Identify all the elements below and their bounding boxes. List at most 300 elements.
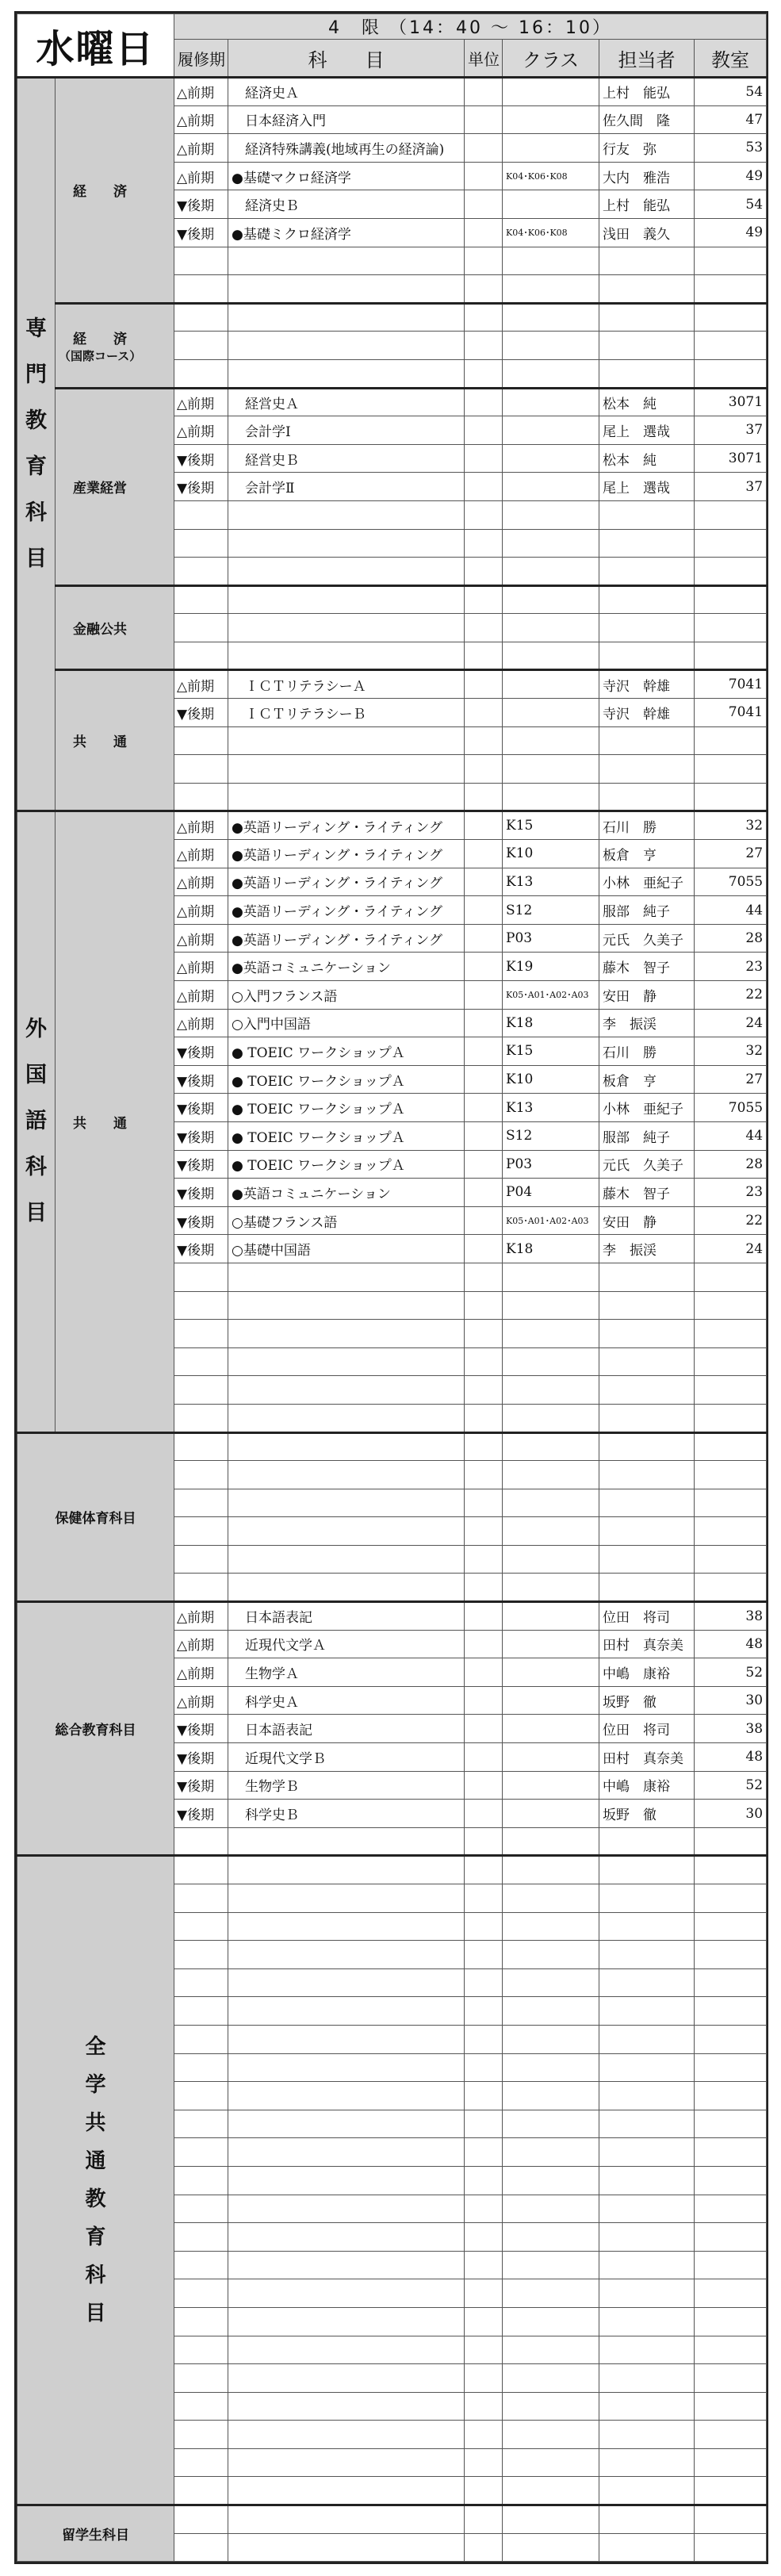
- teacher-cell: [599, 2053, 695, 2082]
- term-cell: [174, 783, 228, 811]
- term-cell: △前期: [174, 840, 228, 868]
- section-kyotsu2-label: 共 通: [73, 1115, 127, 1132]
- credit-cell: [465, 1150, 503, 1179]
- class-cell: [503, 1771, 599, 1800]
- period-title: 4 限 （14：40 ～ 16：10）: [174, 14, 767, 40]
- term-cell: △前期: [174, 981, 228, 1010]
- term-cell: [174, 2421, 228, 2449]
- term-cell: [174, 2223, 228, 2252]
- class-cell: [503, 359, 599, 388]
- subject-cell: [228, 1856, 465, 1884]
- room-cell: [695, 2533, 767, 2562]
- term-cell: ▼後期: [174, 218, 228, 247]
- subject-cell: 日本経済入門: [228, 105, 465, 134]
- room-cell: 49: [695, 162, 767, 190]
- subject-cell: [228, 2082, 465, 2110]
- subject-cell: ● TOEIC ワークショップＡ: [228, 1150, 465, 1179]
- credit-cell: [465, 2307, 503, 2336]
- room-cell: 30: [695, 1800, 767, 1828]
- credit-cell: [465, 359, 503, 388]
- room-cell: [695, 2053, 767, 2082]
- teacher-cell: [599, 1941, 695, 1969]
- room-cell: 54: [695, 78, 767, 106]
- subject-cell: [228, 1884, 465, 1913]
- table-row: [17, 585, 767, 614]
- credit-cell: [465, 162, 503, 190]
- credit-cell: [465, 190, 503, 219]
- class-cell: [503, 1715, 599, 1743]
- subject-cell: ●英語リーディング・ライティング: [228, 896, 465, 925]
- teacher-cell: 安田 静: [599, 981, 695, 1010]
- class-cell: [503, 1291, 599, 1320]
- room-cell: [695, 1884, 767, 1913]
- teacher-cell: [599, 2279, 695, 2308]
- section-kinyu-label: 金融公共: [73, 622, 127, 638]
- section-sangyo-label: 産業経営: [73, 481, 127, 497]
- teacher-cell: [599, 1545, 695, 1574]
- credit-cell: [465, 2505, 503, 2534]
- credit-cell: [465, 924, 503, 953]
- credit-cell: [465, 1489, 503, 1517]
- room-cell: [695, 2448, 767, 2477]
- teacher-cell: [599, 783, 695, 811]
- subject-cell: [228, 558, 465, 586]
- term-cell: [174, 1545, 228, 1574]
- subject-cell: [228, 1517, 465, 1546]
- teacher-cell: [599, 1856, 695, 1884]
- class-cell: [503, 190, 599, 219]
- class-cell: [503, 2307, 599, 2336]
- subject-cell: [228, 2138, 465, 2167]
- class-cell: [503, 1320, 599, 1348]
- room-cell: 7041: [695, 670, 767, 699]
- room-cell: [695, 2223, 767, 2252]
- teacher-cell: 石川 勝: [599, 1037, 695, 1066]
- class-cell: [503, 444, 599, 473]
- section-kyotsu1: [56, 670, 174, 811]
- subject-cell: [228, 2364, 465, 2393]
- credit-cell: [465, 500, 503, 529]
- class-cell: [503, 2082, 599, 2110]
- subject-cell: [228, 1545, 465, 1574]
- room-cell: 22: [695, 1206, 767, 1235]
- teacher-cell: [599, 1347, 695, 1376]
- subject-cell: [228, 1320, 465, 1348]
- subject-cell: [228, 2448, 465, 2477]
- class-cell: [503, 1968, 599, 1997]
- room-cell: 27: [695, 840, 767, 868]
- term-cell: [174, 247, 228, 275]
- teacher-cell: 安田 静: [599, 1206, 695, 1235]
- term-cell: [174, 585, 228, 614]
- class-cell: [503, 1489, 599, 1517]
- credit-cell: [465, 2251, 503, 2279]
- class-cell: [503, 1827, 599, 1856]
- class-cell: [503, 247, 599, 275]
- room-cell: [695, 2364, 767, 2393]
- term-cell: [174, 2025, 228, 2053]
- term-cell: ▼後期: [174, 1743, 228, 1772]
- teacher-cell: 元氏 久美子: [599, 1150, 695, 1179]
- term-cell: [174, 2251, 228, 2279]
- teacher-cell: 寺沢 幹雄: [599, 699, 695, 727]
- credit-cell: [465, 783, 503, 811]
- subject-cell: [228, 1997, 465, 2026]
- section-keizai-kokusai-sublabel: （国際コース）: [59, 348, 142, 363]
- room-cell: 48: [695, 1630, 767, 1658]
- room-cell: [695, 500, 767, 529]
- credit-cell: [465, 1602, 503, 1631]
- term-cell: [174, 303, 228, 332]
- subject-cell: [228, 2166, 465, 2195]
- credit-cell: [465, 1065, 503, 1094]
- credit-cell: [465, 529, 503, 558]
- room-cell: [695, 1545, 767, 1574]
- subject-cell: 経済史Ａ: [228, 78, 465, 106]
- room-cell: [695, 2505, 767, 2534]
- class-cell: [503, 1856, 599, 1884]
- room-cell: 24: [695, 1235, 767, 1263]
- credit-cell: [465, 1404, 503, 1432]
- subject-cell: [228, 1347, 465, 1376]
- teacher-cell: 石川 勝: [599, 811, 695, 840]
- teacher-cell: 位田 将司: [599, 1715, 695, 1743]
- credit-cell: [465, 78, 503, 106]
- teacher-cell: [599, 1291, 695, 1320]
- credit-cell: [465, 811, 503, 840]
- teacher-cell: [599, 1827, 695, 1856]
- table-row: [17, 1856, 767, 1884]
- teacher-cell: [599, 529, 695, 558]
- teacher-cell: 板倉 亨: [599, 1065, 695, 1094]
- credit-cell: [465, 981, 503, 1010]
- class-cell: [503, 473, 599, 501]
- class-cell: [503, 2251, 599, 2279]
- room-cell: 7055: [695, 868, 767, 896]
- term-cell: ▼後期: [174, 1179, 228, 1207]
- teacher-cell: [599, 303, 695, 332]
- subject-cell: [228, 2336, 465, 2364]
- credit-cell: [465, 755, 503, 784]
- class-cell: [503, 2533, 599, 2562]
- subject-cell: ● TOEIC ワークショップＡ: [228, 1037, 465, 1066]
- term-cell: [174, 614, 228, 642]
- subject-cell: [228, 2195, 465, 2223]
- credit-cell: [465, 1037, 503, 1066]
- credit-cell: [465, 2477, 503, 2505]
- room-cell: [695, 2336, 767, 2364]
- room-cell: [695, 2110, 767, 2138]
- term-cell: [174, 1489, 228, 1517]
- subject-cell: [228, 642, 465, 670]
- subject-cell: [228, 755, 465, 784]
- room-cell: [695, 1517, 767, 1546]
- credit-cell: [465, 1997, 503, 2026]
- term-cell: ▼後期: [174, 1206, 228, 1235]
- credit-cell: [465, 2025, 503, 2053]
- subject-cell: ＩＣＴリテラシーＢ: [228, 699, 465, 727]
- teacher-cell: 松本 純: [599, 444, 695, 473]
- room-cell: [695, 1404, 767, 1432]
- room-cell: [695, 2138, 767, 2167]
- section-hoken: [17, 1432, 174, 1602]
- subject-cell: 生物学Ａ: [228, 1658, 465, 1687]
- col-credit: 単位: [465, 40, 503, 78]
- class-cell: [503, 1461, 599, 1489]
- term-cell: △前期: [174, 162, 228, 190]
- subject-cell: ●英語リーディング・ライティング: [228, 840, 465, 868]
- section-sangyo: [56, 388, 174, 585]
- room-cell: [695, 1941, 767, 1969]
- teacher-cell: [599, 1320, 695, 1348]
- term-cell: △前期: [174, 105, 228, 134]
- room-cell: [695, 1912, 767, 1941]
- class-cell: S12: [503, 1121, 599, 1150]
- credit-cell: [465, 388, 503, 416]
- term-cell: [174, 1320, 228, 1348]
- class-cell: [503, 105, 599, 134]
- term-cell: [174, 1884, 228, 1913]
- teacher-cell: [599, 1884, 695, 1913]
- room-cell: 47: [695, 105, 767, 134]
- credit-cell: [465, 2138, 503, 2167]
- term-cell: △前期: [174, 924, 228, 953]
- term-cell: [174, 332, 228, 360]
- credit-cell: [465, 2364, 503, 2393]
- term-cell: [174, 1912, 228, 1941]
- credit-cell: [465, 2336, 503, 2364]
- class-cell: [503, 1545, 599, 1574]
- class-cell: [503, 755, 599, 784]
- subject-cell: ○基礎フランス語: [228, 1206, 465, 1235]
- term-cell: △前期: [174, 1630, 228, 1658]
- term-cell: ▼後期: [174, 1800, 228, 1828]
- subject-cell: [228, 1461, 465, 1489]
- credit-cell: [465, 1743, 503, 1772]
- room-cell: [695, 642, 767, 670]
- credit-cell: [465, 896, 503, 925]
- table-row: [17, 1432, 767, 1461]
- class-cell: P03: [503, 1150, 599, 1179]
- subject-cell: 経済史Ｂ: [228, 190, 465, 219]
- subject-cell: [228, 529, 465, 558]
- room-cell: 3071: [695, 444, 767, 473]
- term-cell: △前期: [174, 1686, 228, 1715]
- teacher-cell: [599, 585, 695, 614]
- teacher-cell: [599, 2251, 695, 2279]
- teacher-cell: 上村 能弘: [599, 190, 695, 219]
- class-cell: [503, 1743, 599, 1772]
- room-cell: [695, 1291, 767, 1320]
- credit-cell: [465, 247, 503, 275]
- col-class: クラス: [503, 40, 599, 78]
- credit-cell: [465, 670, 503, 699]
- table-row: [17, 388, 767, 416]
- class-cell: [503, 726, 599, 755]
- class-cell: [503, 2195, 599, 2223]
- teacher-cell: 佐久間 隆: [599, 105, 695, 134]
- term-cell: [174, 2533, 228, 2562]
- term-cell: ▼後期: [174, 1065, 228, 1094]
- term-cell: ▼後期: [174, 699, 228, 727]
- credit-cell: [465, 1121, 503, 1150]
- credit-cell: [465, 2195, 503, 2223]
- room-cell: 44: [695, 1121, 767, 1150]
- credit-cell: [465, 444, 503, 473]
- credit-cell: [465, 1630, 503, 1658]
- term-cell: [174, 2307, 228, 2336]
- subject-cell: 近現代文学Ａ: [228, 1630, 465, 1658]
- term-cell: △前期: [174, 388, 228, 416]
- credit-cell: [465, 840, 503, 868]
- room-cell: [695, 359, 767, 388]
- subject-cell: [228, 2279, 465, 2308]
- room-cell: [695, 2421, 767, 2449]
- room-cell: [695, 2251, 767, 2279]
- subject-cell: [228, 247, 465, 275]
- class-cell: [503, 416, 599, 445]
- teacher-cell: 坂野 徹: [599, 1800, 695, 1828]
- term-cell: ▼後期: [174, 1715, 228, 1743]
- credit-cell: [465, 614, 503, 642]
- credit-cell: [465, 2110, 503, 2138]
- term-cell: [174, 726, 228, 755]
- subject-cell: 生物学Ｂ: [228, 1771, 465, 1800]
- class-cell: [503, 1658, 599, 1687]
- table-row: [17, 1602, 767, 1631]
- teacher-cell: [599, 1376, 695, 1405]
- class-cell: [503, 332, 599, 360]
- term-cell: [174, 529, 228, 558]
- subject-cell: [228, 1376, 465, 1405]
- credit-cell: [465, 699, 503, 727]
- class-cell: [503, 558, 599, 586]
- room-cell: [695, 1432, 767, 1461]
- subject-cell: [228, 2392, 465, 2421]
- term-cell: △前期: [174, 670, 228, 699]
- class-cell: K15: [503, 811, 599, 840]
- credit-cell: [465, 332, 503, 360]
- teacher-cell: [599, 2025, 695, 2053]
- teacher-cell: 李 振渓: [599, 1009, 695, 1037]
- credit-cell: [465, 1715, 503, 1743]
- credit-cell: [465, 1686, 503, 1715]
- teacher-cell: [599, 726, 695, 755]
- room-cell: 28: [695, 924, 767, 953]
- term-cell: [174, 642, 228, 670]
- subject-cell: [228, 1263, 465, 1291]
- section-kyotsu1-label: 共 通: [73, 734, 127, 751]
- subject-cell: ● TOEIC ワークショップＡ: [228, 1065, 465, 1094]
- subject-cell: [228, 1912, 465, 1941]
- table-row: [17, 2505, 767, 2534]
- room-cell: 28: [695, 1150, 767, 1179]
- credit-cell: [465, 218, 503, 247]
- teacher-cell: 坂野 徹: [599, 1686, 695, 1715]
- term-cell: △前期: [174, 134, 228, 163]
- class-cell: [503, 1263, 599, 1291]
- credit-cell: [465, 726, 503, 755]
- room-cell: 38: [695, 1715, 767, 1743]
- subject-cell: [228, 1432, 465, 1461]
- subject-cell: [228, 500, 465, 529]
- class-cell: [503, 642, 599, 670]
- subject-cell: [228, 726, 465, 755]
- credit-cell: [465, 303, 503, 332]
- term-cell: [174, 2053, 228, 2082]
- subject-cell: [228, 2307, 465, 2336]
- credit-cell: [465, 642, 503, 670]
- teacher-cell: 中嶋 康裕: [599, 1771, 695, 1800]
- class-cell: [503, 2392, 599, 2421]
- room-cell: [695, 1489, 767, 1517]
- subject-cell: 会計学Ⅱ: [228, 473, 465, 501]
- term-cell: [174, 1347, 228, 1376]
- room-cell: 32: [695, 811, 767, 840]
- teacher-cell: [599, 2195, 695, 2223]
- class-cell: [503, 2223, 599, 2252]
- teacher-cell: [599, 558, 695, 586]
- subject-cell: [228, 1291, 465, 1320]
- class-cell: [503, 500, 599, 529]
- class-cell: [503, 529, 599, 558]
- class-cell: [503, 1404, 599, 1432]
- credit-cell: [465, 1291, 503, 1320]
- term-cell: [174, 2166, 228, 2195]
- table-row: [17, 78, 767, 106]
- term-cell: [174, 1574, 228, 1602]
- teacher-cell: 服部 純子: [599, 1121, 695, 1150]
- credit-cell: [465, 1941, 503, 1969]
- teacher-cell: [599, 1574, 695, 1602]
- teacher-cell: [599, 2166, 695, 2195]
- subject-cell: [228, 303, 465, 332]
- class-cell: [503, 1630, 599, 1658]
- subject-cell: [228, 1574, 465, 1602]
- room-cell: [695, 2279, 767, 2308]
- teacher-cell: [599, 1968, 695, 1997]
- room-cell: 23: [695, 1179, 767, 1207]
- teacher-cell: 板倉 亨: [599, 840, 695, 868]
- class-cell: [503, 388, 599, 416]
- room-cell: 3071: [695, 388, 767, 416]
- timetable-sheet: [14, 11, 768, 2564]
- credit-cell: [465, 2053, 503, 2082]
- term-cell: [174, 2195, 228, 2223]
- credit-cell: [465, 2082, 503, 2110]
- subject-cell: ○基礎中国語: [228, 1235, 465, 1263]
- term-cell: △前期: [174, 896, 228, 925]
- teacher-cell: 位田 将司: [599, 1602, 695, 1631]
- room-cell: 48: [695, 1743, 767, 1772]
- subject-cell: ●英語リーディング・ライティング: [228, 924, 465, 953]
- credit-cell: [465, 2533, 503, 2562]
- class-cell: [503, 2279, 599, 2308]
- term-cell: △前期: [174, 1009, 228, 1037]
- term-cell: ▼後期: [174, 1150, 228, 1179]
- teacher-cell: [599, 2336, 695, 2364]
- term-cell: ▼後期: [174, 1771, 228, 1800]
- term-cell: [174, 1432, 228, 1461]
- term-cell: [174, 1997, 228, 2026]
- room-cell: [695, 2166, 767, 2195]
- credit-cell: [465, 1206, 503, 1235]
- credit-cell: [465, 1461, 503, 1489]
- room-cell: [695, 332, 767, 360]
- teacher-cell: [599, 332, 695, 360]
- room-cell: [695, 2307, 767, 2336]
- subject-cell: [228, 2477, 465, 2505]
